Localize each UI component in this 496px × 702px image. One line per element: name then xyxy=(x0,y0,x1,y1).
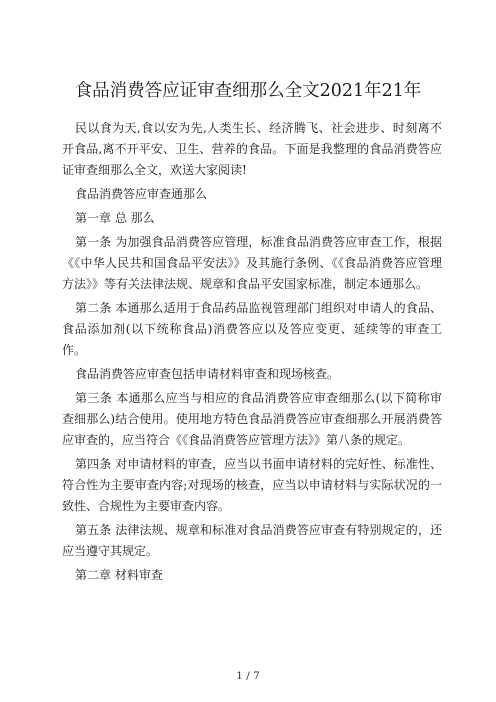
article-paragraph: 第一条 为加强食品消费答应管理，标准食品消费答应审查工作，根据《《中华人民共和国食品平安法》》及其施行条例、《《食品消费答应管理方法》》等有关法律法规、规章和食品平安国家标准，制定本通那么。 xyxy=(62,235,442,291)
article-paragraph: 第二条 本通那么适用于食品药品监视管理部门组织对申请人的食品、食品添加剂(以下统称食品)消费答应以及答应变更、延续等的审查工作。 xyxy=(62,301,442,357)
article-paragraph: 第五条 法律法规、规章和标准对食品消费答应审查有特别规定的，还应当遵守其规定。 xyxy=(62,523,442,558)
article-paragraph: 第四条 对申请材料的审查，应当以书面申请材料的完好性、标准性、符合性为主要审查内容;对现场的核查，应当以申请材料与实际状况的一致性、合规性为主要审查内容。 xyxy=(62,457,442,513)
article-paragraph: 第三条 本通那么应当与相应的食品消费答应审查细那么(以下简称审查细那么)结合使用。使用地方特色食品消费答应审查细那么开展消费答应审查的，应当符合《《食品消费答应管理方法》》第八条的规定。 xyxy=(62,391,442,447)
document-title: 食品消费答应证审查细那么全文2021年21年 xyxy=(74,81,422,101)
intro-paragraph: 民以食为天,食以安为先,人类生长、经济腾飞、社会进步、时刻离不开食品,离不开平安、卫生、营养的食品。下面是我整理的食品消费答应证审查细那么全文，欢送大家阅读! xyxy=(62,121,442,177)
chapter-heading: 第二章 材料审查 xyxy=(75,568,163,582)
document-body xyxy=(62,118,442,586)
page-number: 1 / 7 xyxy=(236,670,260,682)
chapter-heading: 第一章 总 那么 xyxy=(75,211,155,225)
body-paragraph: 食品消费答应审查包括申请材料审查和现场核查。 xyxy=(75,367,340,381)
section-heading: 食品消费答应审查通那么 xyxy=(75,187,208,201)
